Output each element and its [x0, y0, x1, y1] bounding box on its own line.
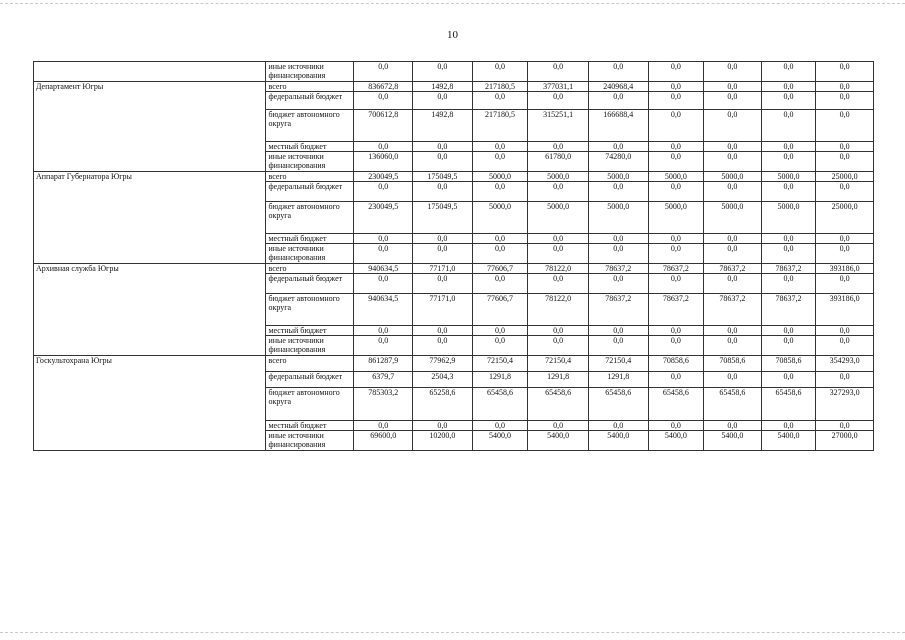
amount-cell: 0,0	[472, 336, 528, 356]
amount-cell: 0,0	[761, 234, 816, 244]
funding-source-cell: иные источники финансирования	[266, 244, 354, 264]
org-name-cell: Архивная служба Югры	[34, 264, 266, 356]
amount-cell: 1492,8	[413, 110, 473, 142]
amount-cell: 0,0	[704, 274, 762, 294]
amount-cell: 0,0	[354, 182, 413, 202]
amount-cell: 0,0	[816, 152, 874, 172]
amount-cell: 785303,2	[354, 388, 413, 421]
amount-cell: 0,0	[816, 336, 874, 356]
amount-cell: 0,0	[761, 326, 816, 336]
amount-cell: 0,0	[588, 234, 648, 244]
amount-cell: 25000,0	[816, 172, 874, 182]
amount-cell: 0,0	[648, 82, 704, 92]
bottom-scan-edge	[0, 632, 905, 633]
amount-cell: 0,0	[354, 244, 413, 264]
funding-source-cell: федеральный бюджет	[266, 182, 354, 202]
amount-cell: 0,0	[761, 336, 816, 356]
amount-cell: 5000,0	[588, 202, 648, 234]
amount-cell: 74280,0	[588, 152, 648, 172]
funding-source-cell: всего	[266, 82, 354, 92]
amount-cell: 72150,4	[472, 356, 528, 372]
amount-cell: 327293,0	[816, 388, 874, 421]
amount-cell: 5400,0	[704, 431, 762, 451]
amount-cell: 0,0	[648, 336, 704, 356]
amount-cell: 0,0	[413, 62, 473, 82]
funding-source-cell: местный бюджет	[266, 142, 354, 152]
amount-cell: 0,0	[704, 421, 762, 431]
org-name-cell: Аппарат Губернатора Югры	[34, 172, 266, 264]
amount-cell: 861287,9	[354, 356, 413, 372]
amount-cell: 0,0	[413, 336, 473, 356]
amount-cell: 0,0	[816, 62, 874, 82]
amount-cell: 0,0	[528, 234, 589, 244]
amount-cell: 0,0	[761, 92, 816, 110]
amount-cell: 0,0	[472, 92, 528, 110]
amount-cell: 0,0	[472, 152, 528, 172]
amount-cell: 0,0	[588, 62, 648, 82]
amount-cell: 0,0	[528, 336, 589, 356]
amount-cell: 0,0	[761, 182, 816, 202]
amount-cell: 0,0	[648, 110, 704, 142]
amount-cell: 0,0	[704, 336, 762, 356]
amount-cell: 65458,6	[704, 388, 762, 421]
amount-cell: 1291,8	[528, 372, 589, 388]
amount-cell: 5400,0	[761, 431, 816, 451]
amount-cell: 940634,5	[354, 264, 413, 274]
amount-cell: 175049,5	[413, 202, 473, 234]
funding-source-cell: местный бюджет	[266, 234, 354, 244]
amount-cell: 78637,2	[588, 264, 648, 274]
amount-cell: 78122,0	[528, 294, 589, 326]
amount-cell: 0,0	[354, 62, 413, 82]
amount-cell: 0,0	[648, 326, 704, 336]
org-name-cell: Департамент Югры	[34, 82, 266, 172]
amount-cell: 0,0	[354, 142, 413, 152]
amount-cell: 78122,0	[528, 264, 589, 274]
amount-cell: 0,0	[761, 142, 816, 152]
amount-cell: 0,0	[413, 92, 473, 110]
top-scan-edge	[0, 3, 905, 4]
amount-cell: 0,0	[704, 62, 762, 82]
amount-cell: 0,0	[588, 182, 648, 202]
amount-cell: 393186,0	[816, 264, 874, 274]
amount-cell: 0,0	[704, 326, 762, 336]
amount-cell: 0,0	[528, 92, 589, 110]
amount-cell: 1291,8	[588, 372, 648, 388]
funding-source-cell: иные источники финансирования	[266, 431, 354, 451]
amount-cell: 0,0	[761, 274, 816, 294]
amount-cell: 0,0	[588, 274, 648, 294]
amount-cell: 0,0	[588, 142, 648, 152]
amount-cell: 0,0	[354, 274, 413, 294]
amount-cell: 0,0	[761, 244, 816, 264]
amount-cell: 230049,5	[354, 202, 413, 234]
amount-cell: 78637,2	[648, 264, 704, 274]
budget-table-body	[34, 62, 874, 451]
funding-source-cell: всего	[266, 172, 354, 182]
amount-cell: 0,0	[354, 421, 413, 431]
amount-cell: 5000,0	[648, 172, 704, 182]
amount-cell: 77606,7	[472, 294, 528, 326]
amount-cell: 78637,2	[761, 264, 816, 274]
amount-cell: 0,0	[704, 142, 762, 152]
amount-cell: 0,0	[648, 244, 704, 264]
amount-cell: 0,0	[472, 182, 528, 202]
amount-cell: 0,0	[588, 326, 648, 336]
amount-cell: 240968,4	[588, 82, 648, 92]
amount-cell: 0,0	[648, 274, 704, 294]
table-row	[34, 62, 874, 82]
org-name-cell	[34, 62, 266, 82]
amount-cell: 0,0	[704, 372, 762, 388]
amount-cell: 0,0	[472, 142, 528, 152]
amount-cell: 78637,2	[704, 264, 762, 274]
amount-cell: 2504,3	[413, 372, 473, 388]
amount-cell: 0,0	[472, 421, 528, 431]
funding-source-cell: местный бюджет	[266, 326, 354, 336]
amount-cell: 5400,0	[588, 431, 648, 451]
amount-cell: 940634,5	[354, 294, 413, 326]
amount-cell: 5000,0	[704, 202, 762, 234]
amount-cell: 0,0	[588, 336, 648, 356]
amount-cell: 5000,0	[761, 202, 816, 234]
amount-cell: 0,0	[413, 234, 473, 244]
amount-cell: 77962,9	[413, 356, 473, 372]
amount-cell: 5000,0	[648, 202, 704, 234]
amount-cell: 65458,6	[588, 388, 648, 421]
amount-cell: 6379,7	[354, 372, 413, 388]
amount-cell: 0,0	[648, 92, 704, 110]
amount-cell: 0,0	[761, 372, 816, 388]
table-row	[34, 82, 874, 92]
amount-cell: 5400,0	[472, 431, 528, 451]
amount-cell: 5000,0	[761, 172, 816, 182]
budget-table	[33, 61, 874, 451]
amount-cell: 0,0	[704, 244, 762, 264]
amount-cell: 0,0	[528, 244, 589, 264]
amount-cell: 0,0	[761, 82, 816, 92]
amount-cell: 0,0	[528, 274, 589, 294]
amount-cell: 65258,6	[413, 388, 473, 421]
amount-cell: 136060,0	[354, 152, 413, 172]
amount-cell: 0,0	[816, 234, 874, 244]
amount-cell: 0,0	[761, 110, 816, 142]
funding-source-cell: бюджет автономного округа	[266, 110, 354, 142]
funding-source-cell: федеральный бюджет	[266, 274, 354, 294]
amount-cell: 1492,8	[413, 82, 473, 92]
amount-cell: 0,0	[588, 244, 648, 264]
funding-source-cell: всего	[266, 356, 354, 372]
amount-cell: 65458,6	[528, 388, 589, 421]
amount-cell: 0,0	[816, 142, 874, 152]
amount-cell: 10200,0	[413, 431, 473, 451]
amount-cell: 0,0	[413, 274, 473, 294]
amount-cell: 0,0	[413, 421, 473, 431]
amount-cell: 78637,2	[704, 294, 762, 326]
amount-cell: 0,0	[816, 244, 874, 264]
amount-cell: 0,0	[704, 152, 762, 172]
funding-source-cell: иные источники финансирования	[266, 152, 354, 172]
amount-cell: 0,0	[816, 372, 874, 388]
amount-cell: 5000,0	[528, 202, 589, 234]
amount-cell: 0,0	[704, 182, 762, 202]
amount-cell: 0,0	[761, 152, 816, 172]
amount-cell: 77171,0	[413, 264, 473, 274]
amount-cell: 0,0	[413, 326, 473, 336]
amount-cell: 65458,6	[472, 388, 528, 421]
amount-cell: 217180,5	[472, 82, 528, 92]
amount-cell: 0,0	[413, 182, 473, 202]
amount-cell: 0,0	[648, 142, 704, 152]
amount-cell: 77171,0	[413, 294, 473, 326]
table-row	[34, 172, 874, 182]
amount-cell: 0,0	[472, 62, 528, 82]
funding-source-cell: федеральный бюджет	[266, 92, 354, 110]
amount-cell: 0,0	[704, 110, 762, 142]
funding-source-cell: бюджет автономного округа	[266, 294, 354, 326]
amount-cell: 0,0	[816, 110, 874, 142]
funding-source-cell: всего	[266, 264, 354, 274]
amount-cell: 0,0	[528, 326, 589, 336]
amount-cell: 72150,4	[528, 356, 589, 372]
funding-source-cell: бюджет автономного округа	[266, 202, 354, 234]
amount-cell: 0,0	[354, 234, 413, 244]
amount-cell: 78637,2	[761, 294, 816, 326]
amount-cell: 0,0	[413, 244, 473, 264]
amount-cell: 0,0	[704, 82, 762, 92]
amount-cell: 77606,7	[472, 264, 528, 274]
amount-cell: 25000,0	[816, 202, 874, 234]
amount-cell: 0,0	[816, 92, 874, 110]
amount-cell: 393186,0	[816, 294, 874, 326]
amount-cell: 166688,4	[588, 110, 648, 142]
amount-cell: 0,0	[354, 326, 413, 336]
amount-cell: 0,0	[704, 92, 762, 110]
amount-cell: 70858,6	[704, 356, 762, 372]
amount-cell: 0,0	[816, 421, 874, 431]
amount-cell: 27000,0	[816, 431, 874, 451]
amount-cell: 5000,0	[528, 172, 589, 182]
amount-cell: 72150,4	[588, 356, 648, 372]
amount-cell: 0,0	[816, 326, 874, 336]
amount-cell: 0,0	[816, 182, 874, 202]
amount-cell: 65458,6	[648, 388, 704, 421]
amount-cell: 0,0	[472, 234, 528, 244]
amount-cell: 61780,0	[528, 152, 589, 172]
amount-cell: 5000,0	[704, 172, 762, 182]
table-row	[34, 264, 874, 274]
amount-cell: 0,0	[648, 182, 704, 202]
amount-cell: 0,0	[816, 82, 874, 92]
amount-cell: 5000,0	[472, 202, 528, 234]
org-name-cell: Госкультохрана Югры	[34, 356, 266, 451]
amount-cell: 0,0	[528, 142, 589, 152]
amount-cell: 65458,6	[761, 388, 816, 421]
funding-source-cell: иные источники финансирования	[266, 62, 354, 82]
amount-cell: 0,0	[761, 62, 816, 82]
amount-cell: 78637,2	[588, 294, 648, 326]
amount-cell: 69600,0	[354, 431, 413, 451]
amount-cell: 5000,0	[588, 172, 648, 182]
amount-cell: 70858,6	[761, 356, 816, 372]
amount-cell: 0,0	[816, 274, 874, 294]
table-row	[34, 356, 874, 372]
amount-cell: 377031,1	[528, 82, 589, 92]
amount-cell: 0,0	[648, 421, 704, 431]
amount-cell: 0,0	[648, 234, 704, 244]
amount-cell: 78637,2	[648, 294, 704, 326]
amount-cell: 0,0	[588, 421, 648, 431]
amount-cell: 0,0	[472, 244, 528, 264]
amount-cell: 0,0	[413, 152, 473, 172]
amount-cell: 700612,8	[354, 110, 413, 142]
funding-source-cell: федеральный бюджет	[266, 372, 354, 388]
amount-cell: 0,0	[704, 234, 762, 244]
funding-source-cell: иные источники финансирования	[266, 336, 354, 356]
amount-cell: 0,0	[648, 152, 704, 172]
funding-source-cell: бюджет автономного округа	[266, 388, 354, 421]
amount-cell: 5400,0	[648, 431, 704, 451]
amount-cell: 354293,0	[816, 356, 874, 372]
amount-cell: 230049,5	[354, 172, 413, 182]
funding-source-cell: местный бюджет	[266, 421, 354, 431]
amount-cell: 0,0	[354, 92, 413, 110]
amount-cell: 0,0	[472, 274, 528, 294]
amount-cell: 0,0	[413, 142, 473, 152]
amount-cell: 5000,0	[472, 172, 528, 182]
amount-cell: 0,0	[528, 421, 589, 431]
amount-cell: 1291,8	[472, 372, 528, 388]
amount-cell: 0,0	[648, 372, 704, 388]
amount-cell: 70858,6	[648, 356, 704, 372]
amount-cell: 0,0	[528, 62, 589, 82]
amount-cell: 0,0	[588, 92, 648, 110]
amount-cell: 0,0	[472, 326, 528, 336]
amount-cell: 217180,5	[472, 110, 528, 142]
amount-cell: 315251,1	[528, 110, 589, 142]
amount-cell: 0,0	[648, 62, 704, 82]
amount-cell: 5400,0	[528, 431, 589, 451]
amount-cell: 0,0	[528, 182, 589, 202]
page-number: 10	[447, 29, 458, 41]
amount-cell: 175049,5	[413, 172, 473, 182]
amount-cell: 0,0	[761, 421, 816, 431]
amount-cell: 836672,8	[354, 82, 413, 92]
amount-cell: 0,0	[354, 336, 413, 356]
